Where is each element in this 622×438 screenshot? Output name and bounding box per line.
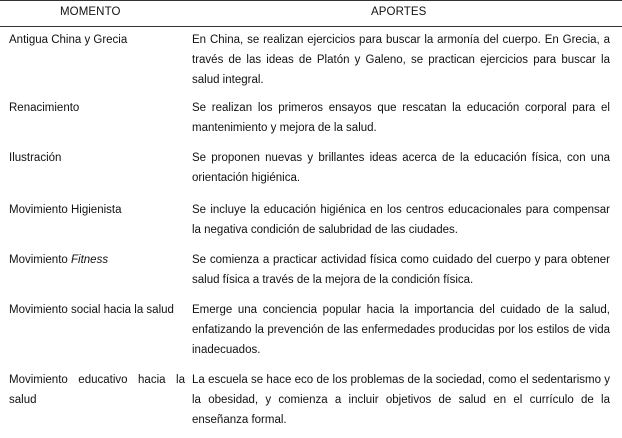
header-momento: MOMENTO xyxy=(60,6,121,18)
aportes-cell: Se proponen nuevas y brillantes ideas acerca de la educación física, con una orientación higiénica. xyxy=(192,152,610,184)
aportes-cell: En China, se realizan ejercicios para buscar la armonía del cuerpo. En Grecia, a través de las ideas de Platón y Galeno, se practican ejercicios para buscar la salud integral. xyxy=(192,34,610,86)
table-header-row xyxy=(0,0,622,27)
aportes-cell: Se realizan los primeros ensayos que rescatan la educación corporal para el mantenimiento y mejora de la salud. xyxy=(192,102,610,134)
momento-cell: Movimiento educativo hacia la salud xyxy=(9,374,185,406)
header-aportes: APORTES xyxy=(371,6,427,18)
momento-cell: Movimiento social hacia la salud xyxy=(9,304,174,316)
momento-cell: Renacimiento xyxy=(9,102,80,114)
momento-cell xyxy=(9,250,185,270)
aportes-cell: La escuela se hace eco de los problemas de la sociedad, como el sedentarismo y la obesidad, y comienza a incluir objetivos de salud en el currículo de la enseñanza formal. xyxy=(192,374,610,426)
momento-cell: Antigua China y Grecia xyxy=(9,34,128,46)
momento-italic-term: Fitness xyxy=(71,254,109,266)
momento-cell: Ilustración xyxy=(9,152,62,164)
aportes-cell: Se comienza a practicar actividad física como cuidado del cuerpo y para obtener salud física a través de la mejora de la condición física. xyxy=(192,254,610,286)
momento-cell: Movimiento Higienista xyxy=(9,204,122,216)
momento-prefix: Movimiento xyxy=(9,254,71,266)
aportes-cell: Se incluye la educación higiénica en los centros educacionales para compensar la negativa condición de salubridad de las ciudades. xyxy=(192,204,610,236)
aportes-cell: Emerge una conciencia popular hacia la importancia del cuidado de la salud, enfatizando la prevención de las enfermedades producidas por los estilos de vida inadecuados. xyxy=(192,304,610,356)
